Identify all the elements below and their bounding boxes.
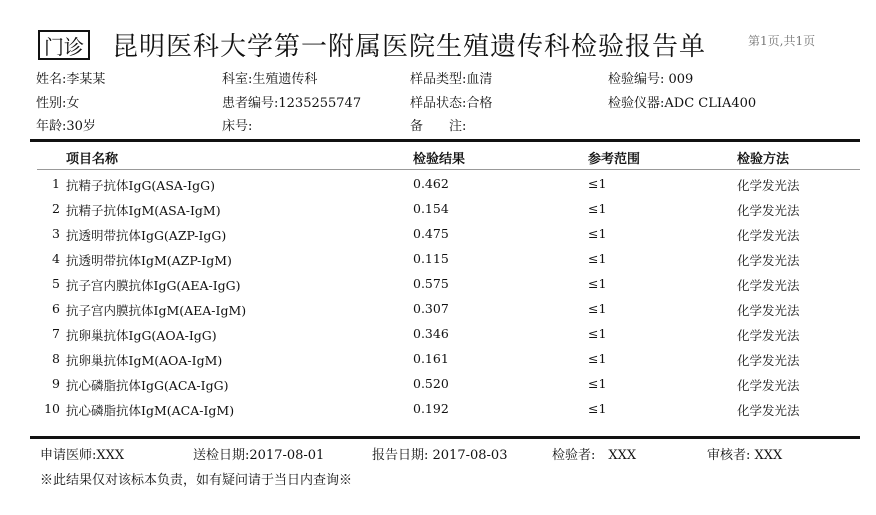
result-value: 0.346: [413, 326, 449, 341]
reference-range: ≤1: [588, 301, 607, 316]
item-name: 抗卵巢抗体IgM(AOA-IgM): [66, 353, 223, 368]
test-method: 化学发光法: [737, 403, 800, 418]
item-name: 抗卵巢抗体IgG(AOA-IgG): [66, 328, 217, 343]
row-number: 4: [52, 251, 60, 266]
row-number: 5: [52, 276, 60, 291]
test-method: 化学发光法: [737, 278, 800, 293]
reference-range: ≤1: [588, 276, 607, 291]
report-title: 昆明医科大学第一附属医院生殖遗传科检验报告单: [112, 32, 707, 62]
header-item-name: 项目名称: [66, 152, 119, 167]
row-number: 3: [52, 226, 60, 241]
header-range: 参考范围: [588, 152, 641, 167]
test-method: 化学发光法: [737, 228, 800, 243]
result-value: 0.462: [413, 176, 449, 191]
item-name: 抗透明带抗体IgM(AZP-IgM): [66, 253, 232, 268]
info-field: 性别:女: [36, 96, 80, 111]
info-field: 科室:生殖遗传科: [222, 72, 318, 87]
item-name: 抗子宫内膜抗体IgG(AEA-IgG): [66, 278, 241, 293]
page-info: 第1页,共1页: [748, 34, 816, 48]
test-method: 化学发光法: [737, 378, 800, 393]
row-number: 8: [52, 351, 60, 366]
info-field: 床号:: [222, 119, 253, 134]
info-field: 患者编号:1235255747: [222, 96, 362, 111]
item-name: 抗心磷脂抗体IgG(ACA-IgG): [66, 378, 229, 393]
reference-range: ≤1: [588, 351, 607, 366]
disclaimer-note: ※此结果仅对该标本负责，如有疑问请于当日内查询※: [40, 473, 353, 488]
send-date: 送检日期:2017-08-01: [193, 448, 325, 463]
row-number: 6: [52, 301, 60, 316]
info-field: 样品状态:合格: [410, 96, 493, 111]
reference-range: ≤1: [588, 251, 607, 266]
row-number: 10: [44, 401, 60, 416]
bottom-rule: [30, 436, 860, 439]
result-value: 0.475: [413, 226, 449, 241]
info-field: 检验编号: 009: [608, 72, 694, 87]
item-name: 抗透明带抗体IgG(AZP-IgG): [66, 228, 227, 243]
result-value: 0.154: [413, 201, 449, 216]
item-name: 抗精子抗体IgM(ASA-IgM): [66, 203, 221, 218]
reviewer: 审核者: XXX: [707, 448, 783, 463]
result-value: 0.307: [413, 301, 449, 316]
info-field: 备 注:: [410, 119, 467, 134]
test-method: 化学发光法: [737, 203, 800, 218]
item-name: 抗心磷脂抗体IgM(ACA-IgM): [66, 403, 235, 418]
header-method: 检验方法: [737, 152, 790, 167]
info-field: 样品类型:血清: [410, 72, 493, 87]
reference-range: ≤1: [588, 326, 607, 341]
reference-range: ≤1: [588, 201, 607, 216]
reference-range: ≤1: [588, 226, 607, 241]
item-name: 抗子宫内膜抗体IgM(AEA-IgM): [66, 303, 247, 318]
result-value: 0.161: [413, 351, 449, 366]
info-field: 姓名:李某某: [36, 72, 106, 87]
info-field: 检验仪器:ADC CLIA400: [608, 96, 757, 111]
row-number: 2: [52, 201, 60, 216]
header-result: 检验结果: [413, 152, 466, 167]
top-rule: [30, 139, 860, 142]
reference-range: ≤1: [588, 376, 607, 391]
test-method: 化学发光法: [737, 328, 800, 343]
inspector: 检验者: XXX: [552, 448, 637, 463]
row-number: 7: [52, 326, 60, 341]
header-rule: [37, 169, 860, 170]
requesting-doctor: 申请医师:XXX: [40, 448, 125, 463]
result-value: 0.192: [413, 401, 449, 416]
report-date: 报告日期: 2017-08-03: [372, 448, 508, 463]
result-value: 0.520: [413, 376, 449, 391]
test-method: 化学发光法: [737, 178, 800, 193]
test-method: 化学发光法: [737, 353, 800, 368]
item-name: 抗精子抗体IgG(ASA-IgG): [66, 178, 215, 193]
visit-type-box: 门诊: [38, 30, 90, 60]
test-method: 化学发光法: [737, 303, 800, 318]
row-number: 1: [52, 176, 60, 191]
result-value: 0.115: [413, 251, 449, 266]
reference-range: ≤1: [588, 176, 607, 191]
row-number: 9: [52, 376, 60, 391]
info-field: 年龄:30岁: [36, 119, 96, 134]
reference-range: ≤1: [588, 401, 607, 416]
result-value: 0.575: [413, 276, 449, 291]
test-method: 化学发光法: [737, 253, 800, 268]
